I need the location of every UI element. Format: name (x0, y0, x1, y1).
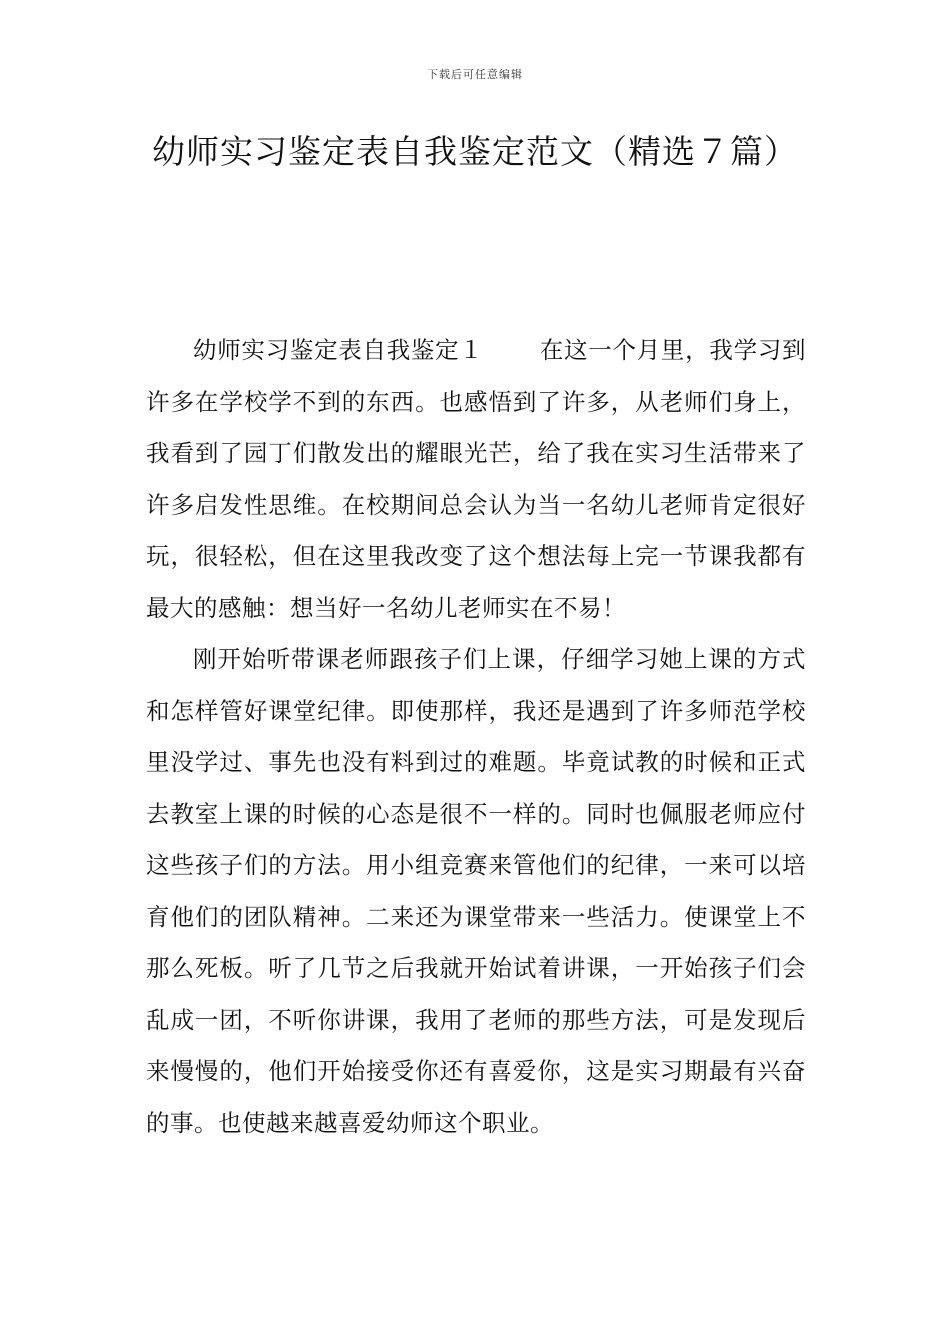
paragraph-text: 在这一个月里，我学习到许多在学校学不到的东西。也感悟到了许多，从老师们身上，我看到了园丁们散发出的耀眼光芒，给了我在实习生活带来了许多启发性思维。在校期间总会认为当一名幼儿老师肯定很好玩，很轻松，但在这里我改变了这个想法每上完一节课我都有最大的感触：想当好一名幼儿老师实在不易！ (146, 336, 807, 622)
paragraph-text: 刚开始听带课老师跟孩子们上课，仔细学习她上课的方式和怎样管好课堂纪律。即使那样，我还是遇到了许多师范学校里没学过、事先也没有料到过的难题。毕竟试教的时候和正式去教室上课的时候的心态是很不一样的。同时也佩服老师应付这些孩子们的方法。用小组竞赛来管他们的纪律，一来可以培育他们的团队精神。二来还为课堂带来一些活力。使课堂上不那么死板。听了几节之后我就开始试着讲课，一开始孩子们会乱成一团，不听你讲课，我用了老师的那些方法，可是发现后来慢慢的，他们开始接受你还有喜爱你，这是实习期最有兴奋的事。也使越来越喜爱幼师这个职业。 (146, 645, 806, 1137)
document-body (146, 325, 806, 1149)
document-title: 幼师实习鉴定表自我鉴定范文（精选７篇） (152, 132, 798, 171)
header-note: 下载后可任意编辑 (427, 68, 523, 81)
paragraph-2 (146, 634, 806, 1149)
section-heading: 幼师实习鉴定表自我鉴定１ (193, 336, 484, 364)
paragraph-1 (146, 325, 806, 634)
